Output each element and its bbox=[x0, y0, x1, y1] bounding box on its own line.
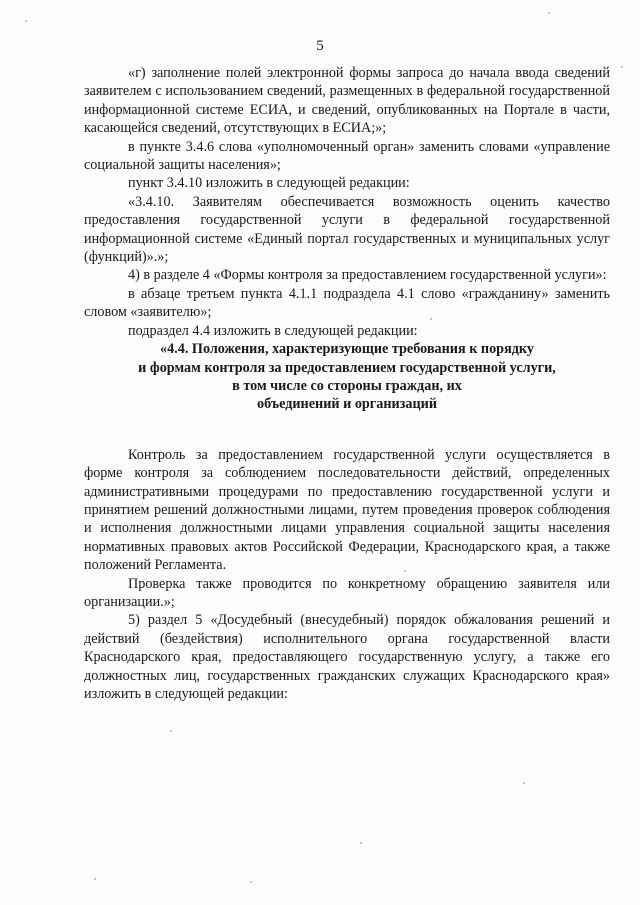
paragraph-3-4-10-intro: пункт 3.4.10 изложить в следующей редакции: bbox=[128, 175, 410, 192]
scan-speck bbox=[94, 878, 96, 880]
scan-speck bbox=[360, 842, 362, 844]
paragraph-section-4: 4) в разделе 4 «Формы контроля за предоставлением государственной услуги»: bbox=[128, 267, 607, 284]
paragraph-item-g: «г) заполнение полей электронной формы запроса до начала ввода сведений заявителем с использованием сведений, размещенных в федеральной государственной информационной системе ЕСИА, и сведений, опубликованных на Портале в части, касающейся сведений, отсутствующих в ЕСИА;»; bbox=[84, 65, 610, 137]
scan-speck bbox=[523, 782, 525, 784]
paragraph-4-1-1: в абзаце третьем пункта 4.1.1 подраздела 4.1 слово «гражданину» заменить словом «заявителю»; bbox=[84, 285, 610, 321]
heading-line bbox=[84, 340, 610, 414]
paragraph-control: Контроль за предоставлением государственной услуги осуществляется в форме контроля за соблюдением последовательности действий, определенных административными процедурами по предоставлению государственной услуги и принятием решений должностными лицами, путем проведения проверок соблюдения и исполнения должностными лицами управления социальной защиты населения нормативных правовых актов Российской Федерации, Краснодарского края, а также положений Регламента. bbox=[84, 446, 610, 574]
paragraph-3-4-6: в пункте 3.4.6 слова «уполномоченный орган» заменить словами «управление социальной защиты населения»; bbox=[84, 138, 610, 174]
heading-line-2: и формам контроля за предоставлением государственной услуги, bbox=[138, 359, 556, 376]
scan-speck bbox=[25, 20, 27, 22]
heading-line-3: в том числе со стороны граждан, их bbox=[232, 377, 462, 394]
page-number: 5 bbox=[316, 38, 324, 54]
heading-line-4: объединений и организаций bbox=[256, 396, 438, 413]
scan-speck bbox=[621, 66, 623, 68]
scan-speck bbox=[430, 318, 432, 320]
scan-speck bbox=[250, 881, 252, 883]
heading-line-1: «4.4. Положения, характеризующие требования к порядку bbox=[159, 341, 534, 358]
scan-speck bbox=[170, 730, 172, 732]
scan-speck bbox=[404, 570, 406, 572]
paragraph-inspection: Проверка также проводится по конкретному обращению заявителя или организации.»; bbox=[84, 575, 610, 610]
paragraph-3-4-10-text: «3.4.10. Заявителям обеспечивается возможность оценить качество предоставления государственной услуги в федеральной государственной информационной системе «Единый портал государственных и муниципальных услуг (функций)».»; bbox=[84, 193, 610, 266]
document-body bbox=[84, 64, 610, 703]
section-heading bbox=[84, 340, 610, 414]
scan-speck bbox=[548, 12, 550, 14]
paragraph-4-4-intro: подраздел 4.4 изложить в следующей редакции: bbox=[128, 322, 418, 339]
paragraph-section-5: 5) раздел 5 «Досудебный (внесудебный) порядок обжалования решений и действий (бездействия) исполнительного органа государственной власти Краснодарского края, предоставляющего государственную услугу, а также его должностных лиц, государственных гражданских служащих Краснодарского края» изложить в следующей редакции: bbox=[84, 612, 610, 702]
